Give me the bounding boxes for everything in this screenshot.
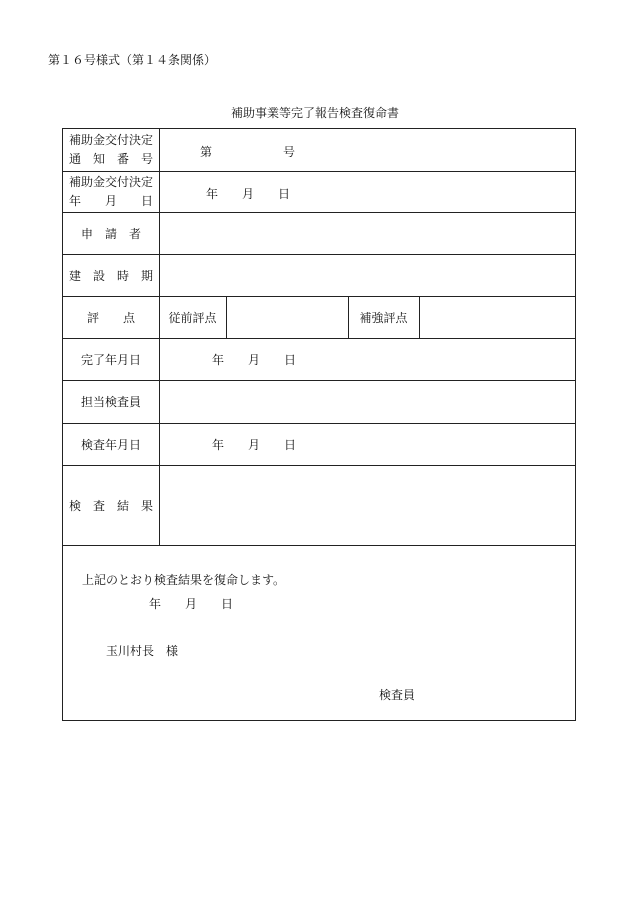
report-date: 年 月 日 (149, 597, 234, 611)
inspection-date-label: 検査年月日 (80, 437, 141, 452)
inspector-label: 担当検査員 (80, 395, 141, 409)
report-addressee: 玉川村長 様 (106, 644, 179, 658)
inspection-report-table (62, 128, 576, 721)
construction-period-label: 建 設 時 期 (68, 268, 153, 283)
document-title: 補助事業等完了報告検査復命書 (230, 106, 399, 120)
completion-date-value: 年 月 日 (212, 353, 297, 367)
rating-label: 評 点 (86, 310, 135, 325)
before-rating-label: 従前評点 (168, 310, 217, 325)
decision-number-label: 補助金交付決定 通 知 番 号 (69, 133, 154, 166)
reinforce-rating-label: 補強評点 (359, 310, 408, 325)
rating-divider (226, 296, 227, 338)
row-divider (63, 545, 575, 546)
decision-number-prefix: 第 (200, 145, 213, 159)
applicant-label: 申 請 者 (80, 226, 141, 241)
decision-number-suffix: 号 (283, 145, 296, 159)
completion-date-label: 完了年月日 (80, 352, 141, 367)
report-inspector-label: 検査員 (379, 688, 416, 702)
inspection-date-value: 年 月 日 (212, 438, 297, 452)
decision-date-value: 年 月 日 (206, 187, 291, 201)
report-statement: 上記のとおり検査結果を復命します。 (82, 573, 286, 587)
form-number: 第１６号様式（第１４条関係） (48, 53, 217, 67)
decision-date-label: 補助金交付決定 年 月 日 (69, 174, 154, 208)
rating-divider (419, 296, 420, 338)
inspection-result-label: 検 査 結 果 (68, 498, 153, 513)
